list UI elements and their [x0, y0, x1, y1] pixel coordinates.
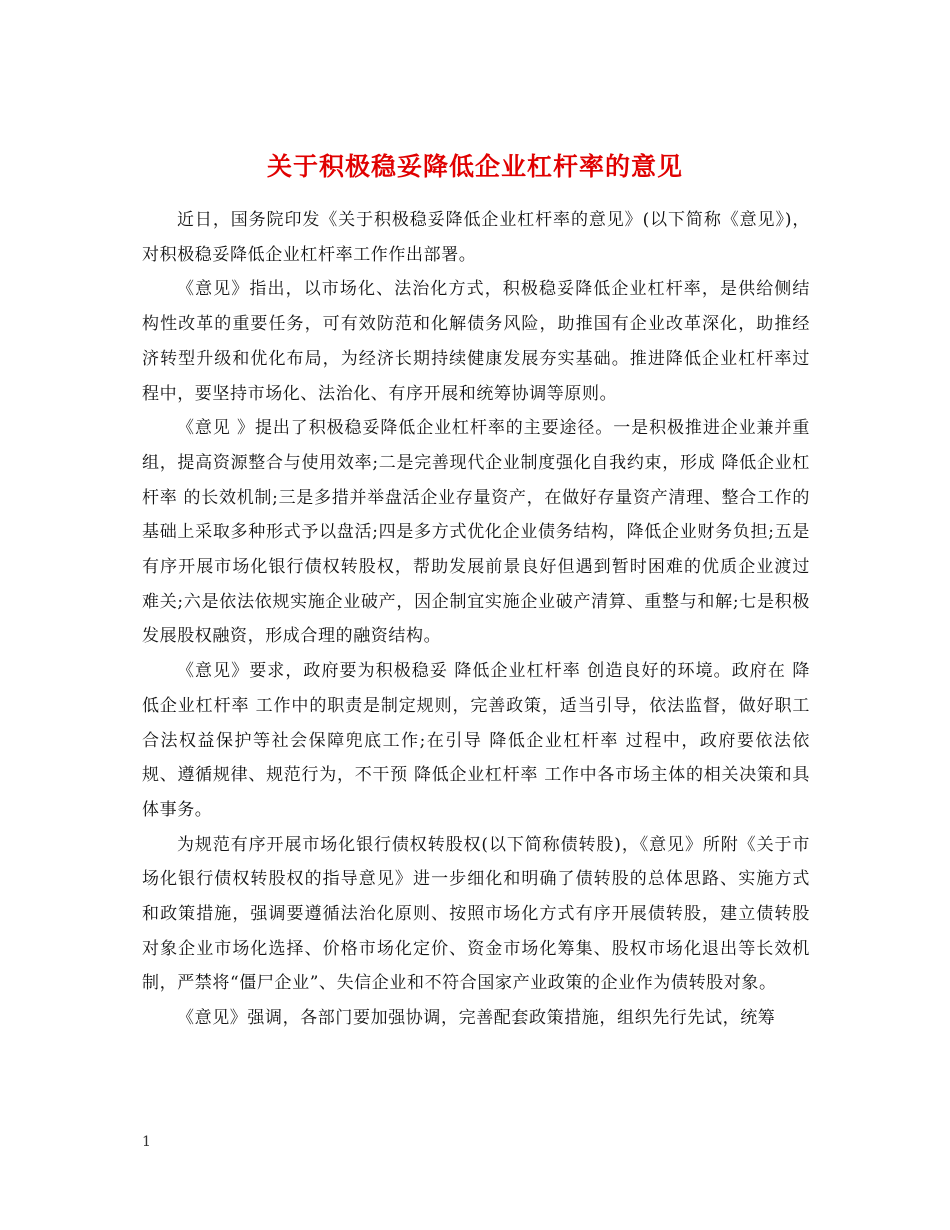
- paragraph-2: 《意见》指出，以市场化、法治化方式，积极稳妥降低企业杠杆率，是供给侧结构性改革的重要任务，可有效防范和化解债务风险，助推国有企业改革深化，助推经济转型升级和优化布局，为经济长期持续健康发展夯实基础。推进降低企业杠杆率过程中，要坚持市场化、法治化、有序开展和统筹协调等原则。: [142, 279, 810, 404]
- paragraph-3: 《意见 》提出了积极稳妥降低企业杠杆率的主要途径。一是积极推进企业兼并重组，提高资源整合与使用效率;二是完善现代企业制度强化自我约束，形成 降低企业杠杆率 的长效机制;三是多措并举盘活企业存量资产，在做好存量资产清理、整合工作的基础上采取多种形式予以盘活;四是多方式优化企业债务结构，降低企业财务负担;五是有序开展市场化银行债权转股权，帮助发展前景良好但遇到暂时困难的优质企业渡过难关;六是依法依规实施企业破产，因企制宜实施企业破产清算、重整与和解;七是积极发展股权融资，形成合理的融资结构。: [142, 418, 810, 647]
- document-title: 关于积极稳妥降低企业杠杆率的意见: [266, 151, 683, 181]
- paragraph-5: 为规范有序开展市场化银行债权转股权(以下简称债转股)，《意见》所附《关于市场化银行债权转股权的指导意见》进一步细化和明确了债转股的总体思路、实施方式和政策措施，强调要遵循法治化原则、按照市场化方式有序开展债转股，建立债转股对象企业市场化选择、价格市场化定价、资金市场化筹集、股权市场化退出等长效机制，严禁将“僵尸企业”、失信企业和不符合国家产业政策的企业作为债转股对象。: [142, 834, 810, 994]
- paragraph-4: 《意见》要求，政府要为积极稳妥 降低企业杠杆率 创造良好的环境。政府在 降低企业杠杆率 工作中的职责是制定规则，完善政策，适当引导，依法监督，做好职工合法权益保护等社会保障兜底工作;在引导 降低企业杠杆率 过程中，政府要依法依规、遵循规律、规范行为，不干预 降低企业杠杆率 工作中各市场主体的相关决策和具体事务。: [142, 661, 810, 820]
- document-body: [142, 203, 810, 1036]
- page-number: 1: [142, 1134, 151, 1150]
- paragraph-1: 近日，国务院印发《关于积极稳妥降低企业杠杆率的意见》(以下简称《意见》)，对积极稳妥降低企业杠杆率工作作出部署。: [142, 210, 810, 265]
- paragraph-6: 《意见》强调，各部门要加强协调，完善配套政策措施，组织先行先试，统筹: [177, 1008, 776, 1029]
